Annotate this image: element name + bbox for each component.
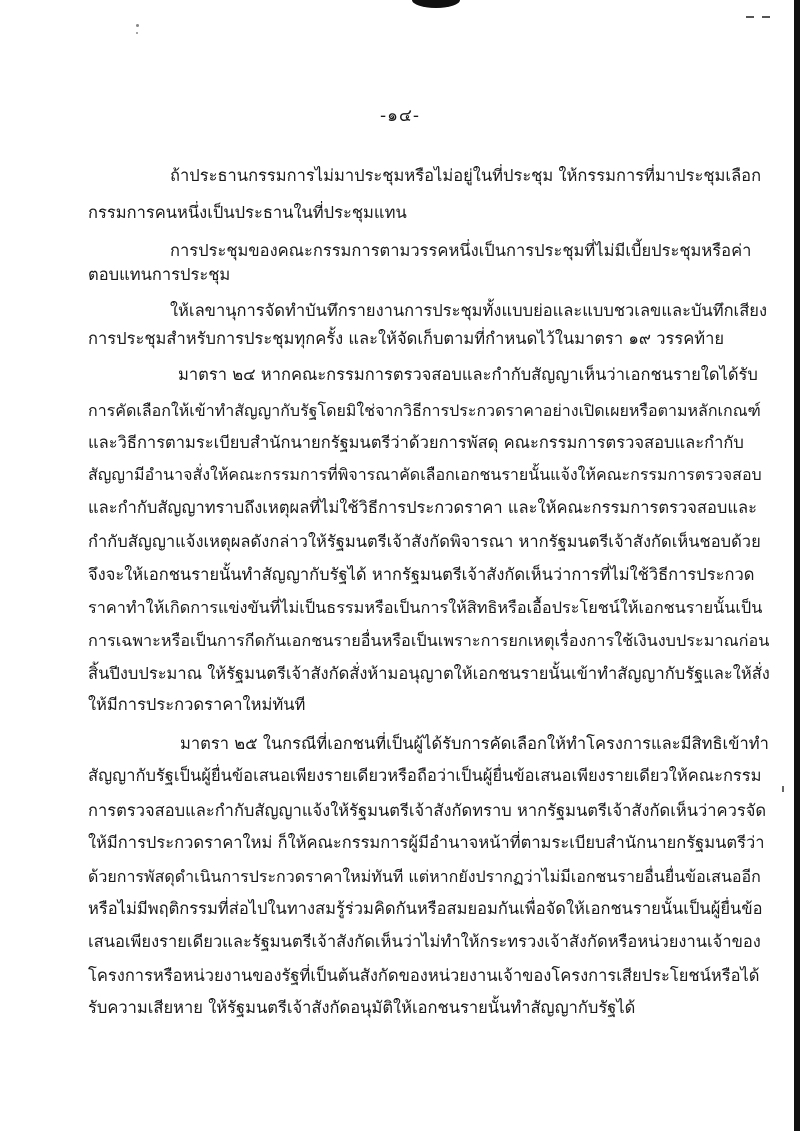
body-line: ราคาทำให้เกิดการแข่งขันที่ไม่เป็นธรรมหรือเป็นการให้สิทธิหรือเอื้อประโยชน์ให้เอกชนรายนั้นเป็น [88, 598, 763, 617]
scan-edge [794, 0, 800, 1131]
body-line: มาตรา ๒๔ หากคณะกรรมการตรวจสอบและกำกับสัญญาเห็นว่าเอกชนรายใดได้รับ [178, 365, 758, 384]
body-line: ให้มีการประกวดราคาใหม่ ก็ให้คณะกรรมการผู้มีอำนาจหน้าที่ตามระเบียบสำนักนายกรัฐมนตรีว่า [88, 833, 765, 852]
body-line: สัญญากับรัฐเป็นผู้ยื่นข้อเสนอเพียงรายเดียวหรือถือว่าเป็นผู้ยื่นข้อเสนอเพียงรายเดียวให้คณะกรรม [88, 766, 762, 785]
body-line: การเฉพาะหรือเป็นการกีดกันเอกชนรายอื่นหรือเป็นเพราะการยกเหตุเรื่องการใช้เงินงบประมาณก่อน [88, 631, 770, 650]
body-line: โครงการหรือหน่วยงานของรัฐที่เป็นต้นสังกัดของหน่วยงานเจ้าของโครงการเสียประโยชน์หรือได้ [88, 966, 760, 985]
body-line: ด้วยการพัสดุดำเนินการประกวดราคาใหม่ทันที แต่หากยังปรากฏว่าไม่มีเอกชนรายอื่นยื่นข้อเสนออีก [88, 867, 761, 886]
body-line: สัญญามีอำนาจสั่งให้คณะกรรมการที่พิจารณาคัดเลือกเอกชนรายนั้นแจ้งให้คณะกรรมการตรวจสอบ [88, 465, 762, 484]
scan-speck [136, 24, 139, 27]
body-line: การตรวจสอบและกำกับสัญญาแจ้งให้รัฐมนตรีเจ้าสังกัดทราบ หากรัฐมนตรีเจ้าสังกัดเห็นว่าควรจัด [88, 801, 767, 820]
body-line: หรือไม่มีพฤติกรรมที่ส่อไปในทางสมรู้ร่วมคิดกันหรือสมยอมกันเพื่อจัดให้เอกชนรายนั้นเป็นผู้ยื่นข้อ [88, 899, 763, 918]
body-line: สิ้นปีงบประมาณ ให้รัฐมนตรีเจ้าสังกัดสั่งห้ามอนุญาตให้เอกชนรายนั้นเข้าทำสัญญากับรัฐและให้สั่ง [88, 664, 770, 683]
body-line: การประชุมของคณะกรรมการตามวรรคหนึ่งเป็นการประชุมที่ไม่มีเบี้ยประชุมหรือค่า [170, 241, 752, 260]
body-line: การคัดเลือกให้เข้าทำสัญญากับรัฐโดยมิใช่จากวิธีการประกวดราคาอย่างเปิดเผยหรือตามหลักเกณฑ์ [88, 401, 761, 420]
body-line: ถ้าประธานกรรมการไม่มาประชุมหรือไม่อยู่ในที่ประชุม ให้กรรมการที่มาประชุมเลือก [170, 166, 762, 185]
body-line: กรรมการคนหนึ่งเป็นประธานในที่ประชุมแทน [88, 203, 407, 222]
body-line: จึงจะให้เอกชนรายนั้นทำสัญญากับรัฐได้ หากรัฐมนตรีเจ้าสังกัดเห็นว่าการที่ไม่ใช้วิธีการประกวด [88, 565, 755, 584]
body-line: เสนอเพียงรายเดียวและรัฐมนตรีเจ้าสังกัดเห็นว่าไม่ทำให้กระทรวงเจ้าสังกัดหรือหน่วยงานเจ้าของ [88, 932, 761, 951]
body-line: มาตรา ๒๕ ในกรณีที่เอกชนที่เป็นผู้ได้รับการคัดเลือกให้ทำโครงการและมีสิทธิเข้าทำ [180, 734, 769, 753]
body-line: ให้มีการประกวดราคาใหม่ทันที [88, 695, 306, 714]
body-line: รับความเสียหาย ให้รัฐมนตรีเจ้าสังกัดอนุมัติให้เอกชนรายนั้นทำสัญญากับรัฐได้ [88, 998, 636, 1017]
body-line: และวิธีการตามระเบียบสำนักนายกรัฐมนตรีว่าด้วยการพัสดุ คณะกรรมการตรวจสอบและกำกับ [88, 433, 744, 452]
scan-speck [136, 32, 138, 34]
scan-mark [762, 16, 770, 18]
body-line: ตอบแทนการประชุม [88, 265, 231, 284]
page-number: -๑๔- [380, 106, 420, 126]
body-line: และกำกับสัญญาทราบถึงเหตุผลที่ไม่ใช้วิธีการประกวดราคา และให้คณะกรรมการตรวจสอบและ [88, 498, 757, 517]
body-line: กำกับสัญญาแจ้งเหตุผลดังกล่าวให้รัฐมนตรีเจ้าสังกัดพิจารณา หากรัฐมนตรีเจ้าสังกัดเห็นชอบด้วย [88, 532, 761, 551]
body-line: การประชุมสำหรับการประชุมทุกครั้ง และให้จัดเก็บตามที่กำหนดไว้ในมาตรา ๑๙ วรรคท้าย [88, 329, 725, 348]
scan-mark [746, 16, 754, 18]
body-line: ให้เลขานุการจัดทำบันทึกรายงานการประชุมทั้งแบบย่อและแบบชวเลขและบันทึกเสียง [170, 301, 767, 320]
scan-artifact [412, 0, 460, 8]
scan-speck [782, 786, 784, 792]
